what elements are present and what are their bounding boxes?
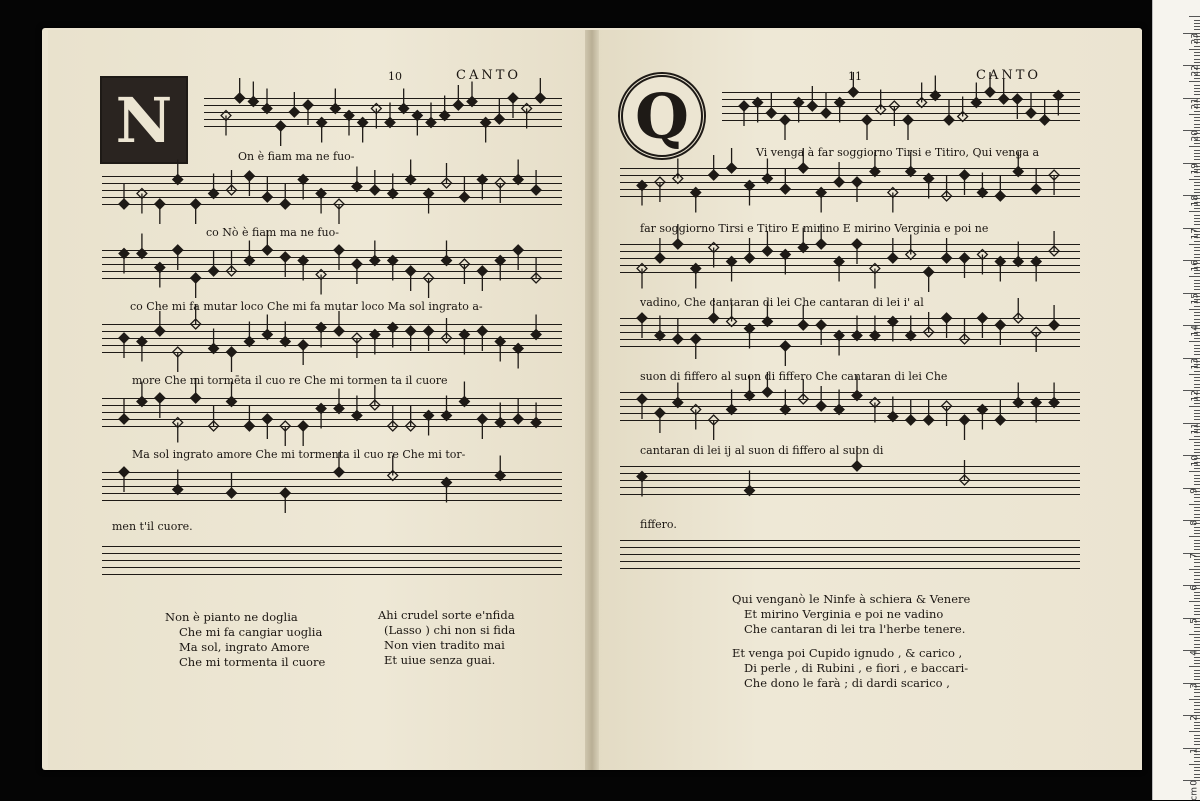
ruler-tick [1194, 679, 1200, 680]
ruler-label: 5 [1190, 617, 1200, 624]
ruler-tick [1194, 657, 1200, 658]
ruler-tick [1194, 419, 1200, 420]
lyric-line: co Nò è fiam ma ne fuo- [206, 226, 339, 239]
ruler-tick [1189, 471, 1200, 472]
ruler-tick [1189, 114, 1200, 115]
ruler-tick [1189, 439, 1200, 440]
ruler-tick [1194, 514, 1200, 515]
verse-line: Non è pianto ne doglia [165, 610, 298, 624]
ruler-tick [1194, 562, 1200, 563]
ruler-tick [1194, 738, 1200, 739]
ruler-tick [1194, 640, 1200, 641]
ruler-tick [1194, 598, 1200, 599]
decorated-initial-q: Q [618, 72, 706, 160]
ruler-tick [1194, 579, 1200, 580]
lyric-line: men t'il cuore. [112, 520, 193, 533]
ruler-tick [1194, 689, 1200, 690]
ruler-tick [1194, 559, 1200, 560]
ruler-tick [1194, 735, 1200, 736]
music-staff [204, 98, 562, 130]
ruler-tick [1194, 322, 1200, 323]
ruler-tick [1194, 176, 1200, 177]
book-gutter [585, 30, 599, 770]
ruler-tick [1189, 309, 1200, 310]
ruler-tick [1194, 46, 1200, 47]
ruler-tick [1189, 601, 1200, 602]
music-staff [102, 398, 562, 430]
ruler-tick [1194, 218, 1200, 219]
ruler-tick [1194, 185, 1200, 186]
ruler-tick [1194, 770, 1200, 771]
decorated-initial-n: N [100, 76, 188, 164]
ruler-tick [1194, 582, 1200, 583]
ruler-tick [1189, 536, 1200, 537]
verse-line: Che cantaran di lei tra l'herbe tenere. [744, 622, 966, 636]
ruler-tick [1194, 670, 1200, 671]
verse-line: (Lasso ) chi non si fida [384, 623, 516, 637]
ruler-tick [1194, 143, 1200, 144]
ruler-tick [1189, 764, 1200, 765]
verse-stanza-1 [165, 610, 325, 670]
ruler-tick [1194, 696, 1200, 697]
ruler-tick [1194, 127, 1200, 128]
ruler-tick [1194, 592, 1200, 593]
ruler-tick [1194, 192, 1200, 193]
ruler-tick [1194, 631, 1200, 632]
ruler-label: 4 [1190, 650, 1200, 656]
ruler-tick [1194, 702, 1200, 703]
ruler-label: 22 [1190, 65, 1200, 77]
ruler-label: 16 [1190, 260, 1200, 272]
empty-staff [620, 540, 1080, 572]
ruler-tick [1189, 634, 1200, 635]
ruler-label: 0 [1190, 780, 1200, 786]
lyric-line: On è fiam ma ne fuo- [238, 150, 355, 163]
ruler-tick [1194, 55, 1200, 56]
ruler-tick [1194, 124, 1200, 125]
ruler-tick [1194, 777, 1200, 778]
ruler-tick [1189, 666, 1200, 667]
music-staff [620, 244, 1080, 276]
ruler-tick [1194, 510, 1200, 511]
ruler-tick [1194, 611, 1200, 612]
ruler-label: 14 [1190, 325, 1200, 337]
verse-line: Che mi fa cangiar uoglia [179, 625, 323, 639]
ruler-tick [1194, 614, 1200, 615]
ruler-tick [1194, 637, 1200, 638]
ruler-tick [1194, 744, 1200, 745]
ruler-tick [1189, 699, 1200, 700]
ruler-tick [1194, 312, 1200, 313]
right-page-number: 11 [848, 70, 862, 83]
ruler-tick [1194, 468, 1200, 469]
ruler-label: 9 [1190, 487, 1200, 494]
ruler-tick [1189, 49, 1200, 50]
ruler-tick [1194, 189, 1200, 190]
verse-line: Non vien tradito mai [384, 638, 505, 652]
ruler-tick [1194, 273, 1200, 274]
ruler-tick [1194, 527, 1200, 528]
ruler-tick [1194, 26, 1200, 27]
ruler-unit: cm [1190, 787, 1200, 801]
ruler-tick [1194, 767, 1200, 768]
ruler-label: 2 [1190, 715, 1200, 721]
music-staff [722, 92, 1080, 124]
ruler-tick [1194, 413, 1200, 414]
ruler-tick [1194, 546, 1200, 547]
ruler-tick [1194, 725, 1200, 726]
ruler-tick [1194, 403, 1200, 404]
verse-line: Et venga poi Cupido ignudo , & carico , [732, 646, 963, 660]
ruler-tick [1194, 692, 1200, 693]
ruler-label: 23 [1190, 32, 1200, 44]
ruler-tick [1189, 81, 1200, 82]
ruler-tick [1194, 62, 1200, 63]
ruler-tick [1189, 146, 1200, 147]
ruler-tick [1194, 416, 1200, 417]
ruler-tick [1194, 478, 1200, 479]
ruler-tick [1189, 341, 1200, 342]
ruler-tick [1194, 705, 1200, 706]
music-staff [102, 250, 562, 282]
ruler-label: 18 [1190, 195, 1200, 207]
ruler-tick [1194, 283, 1200, 284]
ruler-label: 21 [1190, 97, 1200, 109]
ruler-tick [1189, 179, 1200, 180]
ruler-tick [1194, 20, 1200, 21]
ruler-tick [1194, 445, 1200, 446]
ruler-tick [1194, 319, 1200, 320]
ruler-tick [1194, 624, 1200, 625]
ruler-tick [1194, 728, 1200, 729]
ruler-label: 8 [1190, 520, 1200, 526]
verse-stanza-2 [378, 608, 515, 668]
lyric-line: cantaran di lei ij al suon di fiffero al suon di [640, 444, 884, 457]
ruler-tick [1194, 208, 1200, 209]
ruler-tick [1194, 91, 1200, 92]
verse-line: Ma sol, ingrato Amore [179, 640, 310, 654]
ruler-tick [1194, 549, 1200, 550]
ruler-tick [1194, 156, 1200, 157]
ruler-tick [1194, 673, 1200, 674]
ruler-tick [1194, 660, 1200, 661]
ruler-tick [1194, 120, 1200, 121]
ruler-tick [1194, 712, 1200, 713]
ruler-tick [1194, 387, 1200, 388]
ruler-tick [1194, 543, 1200, 544]
ruler-tick [1194, 605, 1200, 606]
ruler-tick [1194, 338, 1200, 339]
music-staff [620, 392, 1080, 424]
ruler-tick [1194, 761, 1200, 762]
ruler-tick [1194, 52, 1200, 53]
music-staff [620, 466, 1080, 498]
verse-line: Ahi crudel sorte e'nfida [378, 608, 515, 622]
music-staff [620, 318, 1080, 350]
ruler-tick [1194, 501, 1200, 502]
verse-line: Qui venganò le Ninfe à schiera & Venere [732, 592, 971, 606]
ruler-tick [1194, 315, 1200, 316]
ruler-label: 13 [1190, 357, 1200, 369]
ruler-tick [1194, 345, 1200, 346]
ruler-tick [1194, 377, 1200, 378]
ruler-label: 3 [1190, 682, 1200, 689]
ruler-tick [1194, 494, 1200, 495]
ruler-tick [1194, 286, 1200, 287]
lyric-line: vadino, Che cantaran di lei Che cantaran di lei i' al [640, 296, 924, 309]
ruler-tick [1194, 410, 1200, 411]
measuring-ruler [1152, 0, 1200, 800]
ruler-tick [1194, 757, 1200, 758]
verse-line: Di perle , di Rubini , e fiori , e baccari- [744, 661, 969, 675]
verse-line: Et uiue senza guai. [384, 653, 496, 667]
ruler-label: 19 [1190, 162, 1200, 174]
ruler-tick [1189, 211, 1200, 212]
ruler-tick [1194, 94, 1200, 95]
music-staff [102, 176, 562, 208]
ruler-label: 7 [1190, 552, 1200, 559]
ruler-label: 20 [1190, 130, 1200, 142]
ruler-tick [1194, 289, 1200, 290]
ruler-tick [1194, 709, 1200, 710]
music-staff [102, 324, 562, 356]
ruler-tick [1194, 481, 1200, 482]
ruler-tick [1189, 406, 1200, 407]
ruler-tick [1194, 351, 1200, 352]
ruler-tick [1194, 774, 1200, 775]
ruler-label: 15 [1190, 292, 1200, 304]
ruler-tick [1194, 540, 1200, 541]
lyric-line: suon di fiffero al suon di fiffero Che cantaran di lei Che [640, 370, 948, 383]
left-page-number: 10 [388, 70, 402, 83]
ruler-tick [1194, 530, 1200, 531]
ruler-tick [1194, 647, 1200, 648]
ruler-tick [1194, 722, 1200, 723]
ruler-tick [1194, 247, 1200, 248]
ruler-tick [1194, 442, 1200, 443]
ruler-label: 11 [1190, 422, 1200, 434]
music-staff [620, 168, 1080, 200]
ruler-tick [1194, 29, 1200, 30]
ruler-tick [1194, 257, 1200, 258]
ruler-tick [1189, 504, 1200, 505]
ruler-tick [1189, 244, 1200, 245]
ruler-tick [1194, 741, 1200, 742]
right-running-head: CANTO [976, 68, 1042, 83]
ruler-tick [1194, 88, 1200, 89]
ruler-tick [1194, 354, 1200, 355]
ruler-tick [1194, 59, 1200, 60]
ruler-tick [1194, 153, 1200, 154]
lyric-line: more Che mi tormēta il cuo re Che mi tormen ta il cuore [132, 374, 448, 387]
ruler-tick [1189, 569, 1200, 570]
lyric-line: co Che mi fa mutar loco Che mi fa mutar loco Ma sol ingrato a- [130, 300, 483, 313]
ruler-tick [1194, 436, 1200, 437]
verse-line: Et mirino Verginia e poi ne vadino [744, 607, 944, 621]
lyric-line: far soggiorno Tirsi e Titiro E mirino E mirino Verginia e poi ne [640, 222, 989, 235]
ruler-label: 10 [1190, 455, 1200, 467]
ruler-tick [1194, 566, 1200, 567]
ruler-tick [1194, 475, 1200, 476]
ruler-tick [1194, 517, 1200, 518]
ruler-tick [1194, 348, 1200, 349]
ruler-tick [1194, 452, 1200, 453]
ruler-tick [1194, 533, 1200, 534]
ruler-tick [1194, 117, 1200, 118]
ruler-tick [1194, 254, 1200, 255]
lyric-line: fiffero. [640, 518, 677, 531]
ruler-tick [1194, 380, 1200, 381]
verse-line: Che dono le farà ; di dardi scarico , [744, 676, 950, 690]
ruler-tick [1189, 16, 1200, 17]
ruler-tick [1194, 306, 1200, 307]
empty-staff [102, 546, 562, 578]
verse-stanza-2 [732, 646, 968, 691]
ruler-tick [1189, 374, 1200, 375]
ruler-tick [1194, 754, 1200, 755]
ruler-tick [1194, 663, 1200, 664]
ruler-tick [1194, 627, 1200, 628]
ruler-tick [1194, 676, 1200, 677]
music-staff [102, 472, 562, 504]
lyric-line: Vi venga à far soggiorno Tirsi e Titiro, Qui venga a [756, 146, 1040, 159]
ruler-tick [1194, 608, 1200, 609]
ruler-tick [1194, 507, 1200, 508]
ruler-tick [1194, 644, 1200, 645]
ruler-tick [1194, 595, 1200, 596]
ruler-label: 17 [1190, 227, 1200, 239]
ruler-tick [1189, 276, 1200, 277]
ruler-tick [1194, 280, 1200, 281]
ruler-tick [1189, 731, 1200, 732]
verse-stanza-1 [732, 592, 970, 637]
ruler-tick [1194, 484, 1200, 485]
ruler-tick [1194, 575, 1200, 576]
ruler-tick [1194, 449, 1200, 450]
ruler-tick [1194, 85, 1200, 86]
ruler-tick [1194, 497, 1200, 498]
ruler-tick [1194, 182, 1200, 183]
verse-line: Che mi tormenta il cuore [179, 655, 326, 669]
ruler-tick [1194, 111, 1200, 112]
ruler-tick [1194, 78, 1200, 79]
ruler-tick [1194, 215, 1200, 216]
lyric-line: Ma sol ingrato amore Che mi tormenta il cuo re Che mi tor- [132, 448, 466, 461]
ruler-tick [1194, 371, 1200, 372]
ruler-tick [1194, 221, 1200, 222]
ruler-label: 1 [1190, 747, 1200, 754]
ruler-tick [1194, 250, 1200, 251]
ruler-tick [1194, 224, 1200, 225]
ruler-tick [1194, 384, 1200, 385]
ruler-label: 12 [1190, 390, 1200, 402]
left-running-head: CANTO [456, 68, 522, 83]
ruler-tick [1194, 159, 1200, 160]
ruler-tick [1194, 241, 1200, 242]
ruler-label: 6 [1190, 585, 1200, 591]
ruler-tick [1194, 23, 1200, 24]
ruler-tick [1194, 150, 1200, 151]
ruler-tick [1194, 572, 1200, 573]
